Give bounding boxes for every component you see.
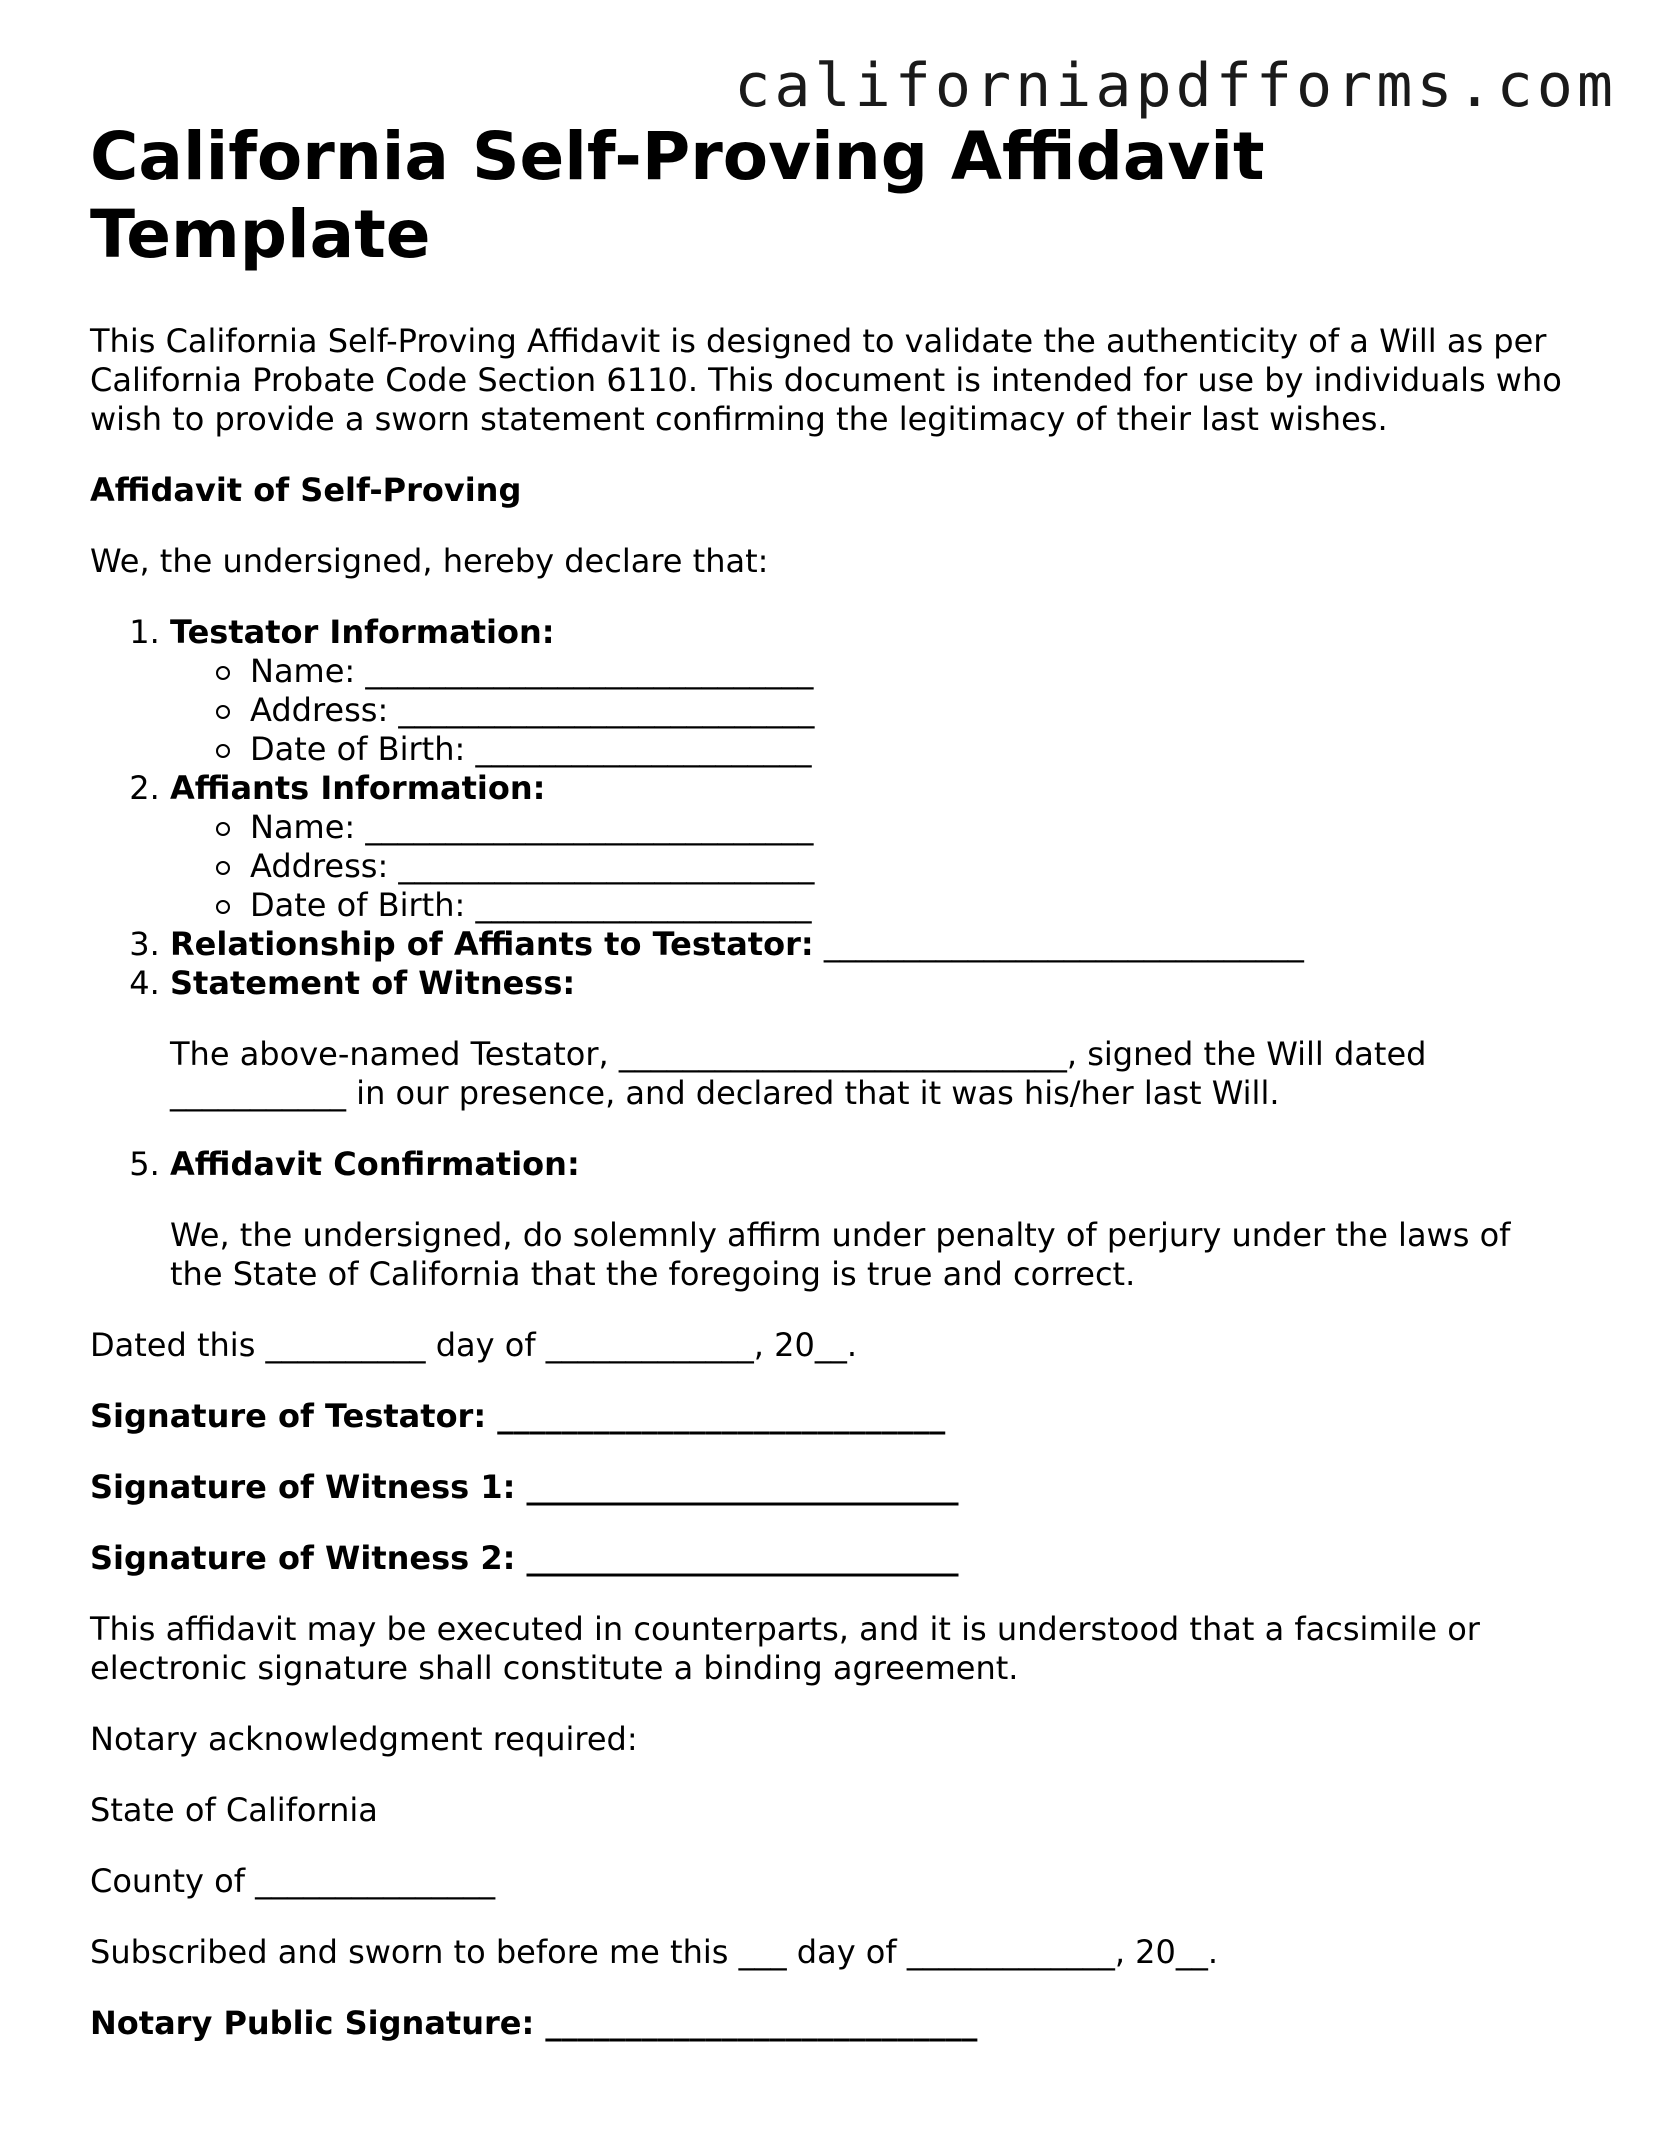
county-line[interactable]: County of _______________ (90, 1862, 496, 1900)
witness-statement-text[interactable]: The above-named Testator, ____________________________, signed the Will dated ___________ in our presence, and declared that it was his/her last Will. (170, 1035, 1427, 1112)
dated-line[interactable]: Dated this __________ day of _____________, 20__. (90, 1326, 857, 1364)
notary-signature-line[interactable]: Notary Public Signature: ___________________________ (90, 2004, 978, 2042)
testator-signature-line[interactable]: Signature of Testator: ____________________________ (90, 1397, 946, 1435)
site-watermark: californiapdfforms.com (734, 51, 1617, 121)
witness-2-signature-line[interactable]: Signature of Witness 2: ___________________________ (90, 1539, 959, 1577)
affidavit-items-list (90, 613, 1590, 1294)
relationship-label: Relationship of Affiants to Testator: (170, 925, 814, 963)
subscribed-sworn-line[interactable]: Subscribed and sworn to before me this ___ day of _____________, 20__. (90, 1933, 1219, 1971)
affiants-fields (170, 808, 1590, 925)
document-title: California Self-Proving Affidavit Template (90, 118, 1265, 273)
list-item-relationship (170, 925, 1590, 964)
witness-1-signature-line[interactable]: Signature of Witness 1: ___________________________ (90, 1468, 959, 1506)
list-item-testator-information (170, 613, 1590, 769)
counterparts-paragraph: This affidavit may be executed in counterparts, and it is understood that a facsimile or electronic signature shall constitute a binding agreement. (90, 1610, 1480, 1687)
testator-fields (170, 652, 1590, 769)
affiants-information-label: Affiants Information: (170, 769, 546, 807)
testator-name-field[interactable]: Name: ____________________________ (250, 652, 1590, 691)
list-item-affiants-information (170, 769, 1590, 925)
statement-of-witness-label: Statement of Witness: (170, 964, 576, 1002)
declaration-statement: We, the undersigned, hereby declare that: (90, 542, 769, 580)
relationship-blank-field[interactable]: ______________________________ (823, 925, 1304, 963)
confirmation-text: We, the undersigned, do solemnly affirm under penalty of perjury under the laws of the State of California that the foregoing is true and correct. (170, 1216, 1511, 1293)
list-item-affidavit-confirmation (170, 1145, 1590, 1294)
section-heading: Affidavit of Self-Proving (90, 471, 522, 509)
affidavit-confirmation-label: Affidavit Confirmation: (170, 1145, 580, 1183)
affiant-address-field[interactable]: Address: __________________________ (250, 847, 1590, 886)
affiant-dob-field[interactable]: Date of Birth: _____________________ (250, 886, 1590, 925)
testator-address-field[interactable]: Address: __________________________ (250, 691, 1590, 730)
list-item-statement-of-witness (170, 964, 1590, 1113)
testator-dob-field[interactable]: Date of Birth: _____________________ (250, 730, 1590, 769)
affiant-name-field[interactable]: Name: ____________________________ (250, 808, 1590, 847)
testator-information-label: Testator Information: (170, 613, 555, 651)
notary-required-text: Notary acknowledgment required: (90, 1720, 638, 1758)
intro-paragraph: This California Self-Proving Affidavit is designed to validate the authenticity of a Will as per California Probate Code Section 6110. This document is intended for use by individuals who wish to provide a sworn statement confirming the legitimacy of their last wishes. (90, 322, 1562, 438)
document-body (90, 118, 1590, 2043)
state-line: State of California (90, 1791, 378, 1829)
